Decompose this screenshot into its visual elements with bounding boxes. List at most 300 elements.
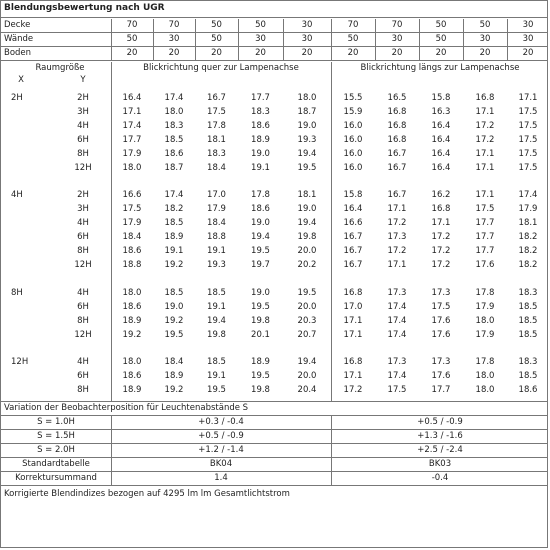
- reflectance-value: 30: [479, 34, 491, 44]
- row-divider: [1, 485, 548, 486]
- ugr-value: 16.3: [431, 107, 451, 117]
- ugr-value: 19.4: [297, 149, 317, 159]
- x-size-label: 8H: [11, 288, 23, 298]
- table-row: [1, 314, 548, 328]
- ugr-value: 17.4: [387, 330, 407, 340]
- reflectance-value: 50: [211, 20, 222, 30]
- ugr-value: 17.7: [475, 232, 495, 242]
- ugr-value: 17.4: [387, 371, 407, 381]
- ugr-value: 18.5: [518, 371, 538, 381]
- ugr-value: 17.6: [475, 260, 495, 270]
- ugr-value: 18.5: [518, 330, 538, 340]
- ugr-value: 18.0: [475, 385, 495, 395]
- ugr-value: 18.2: [164, 204, 184, 214]
- ugr-value: 19.8: [251, 316, 270, 326]
- ugr-value: 17.1: [431, 218, 451, 228]
- ugr-value: 18.4: [122, 232, 142, 242]
- y-size-label: 2H: [77, 93, 89, 103]
- ugr-value: 18.4: [207, 218, 226, 228]
- ugr-value: 18.1: [297, 190, 317, 200]
- ugr-value: 16.5: [387, 93, 407, 103]
- xy-header: [1, 74, 548, 86]
- ugr-value: 19.4: [297, 218, 317, 228]
- ugr-value: 18.8: [207, 232, 226, 242]
- y-size-label: 2H: [77, 190, 89, 200]
- column-divider: [419, 19, 420, 61]
- ugr-value: 17.8: [475, 357, 495, 367]
- ugr-value: 17.9: [475, 330, 495, 340]
- reflectance-value: 20: [255, 48, 266, 58]
- ugr-value: 17.4: [387, 316, 407, 326]
- ugr-value: 19.2: [122, 330, 142, 340]
- ugr-value: 17.5: [518, 121, 538, 131]
- reflectance-label: Decke: [4, 20, 31, 30]
- ugr-value: 17.3: [387, 357, 407, 367]
- ugr-value: 17.0: [207, 190, 226, 200]
- ugr-value: 18.3: [251, 107, 270, 117]
- ugr-value: 19.5: [251, 302, 270, 312]
- room-size-label: Raumgröße: [35, 63, 85, 73]
- ugr-value: 18.4: [207, 163, 226, 173]
- ugr-value: 18.7: [297, 107, 317, 117]
- y-size-label: 4H: [77, 218, 89, 228]
- ugr-value: 16.8: [387, 107, 407, 117]
- ugr-value: 17.4: [122, 121, 142, 131]
- variation-row: [1, 430, 548, 443]
- y-size-label: 12H: [74, 330, 92, 340]
- reflectance-value: 20: [301, 48, 313, 58]
- reflectance-value: 20: [168, 48, 180, 58]
- spacing-label: S = 1.0H: [37, 417, 75, 427]
- ugr-value: 17.6: [431, 371, 451, 381]
- reflectance-value: 70: [347, 20, 359, 30]
- table-row: [1, 244, 548, 258]
- ugr-value: 20.2: [297, 260, 317, 270]
- ugr-value: 16.4: [122, 93, 142, 103]
- ugr-value: 19.1: [207, 371, 226, 381]
- ugr-value: 16.8: [387, 121, 407, 131]
- ugr-value: 19.0: [251, 288, 270, 298]
- ugr-value: 17.3: [431, 357, 451, 367]
- ugr-value: 19.0: [297, 121, 317, 131]
- ugr-value: 16.8: [343, 357, 363, 367]
- ugr-value: 19.0: [164, 302, 184, 312]
- ugr-value: 18.5: [164, 135, 184, 145]
- reflectance-value: 30: [301, 34, 313, 44]
- ugr-value: 19.8: [297, 232, 317, 242]
- ugr-value: 18.0: [122, 288, 142, 298]
- ugr-value: 18.9: [164, 371, 184, 381]
- correction-row: [1, 472, 548, 485]
- row-divider: [1, 401, 548, 402]
- standard-label: Standardtabelle: [22, 459, 90, 469]
- table-row: [1, 188, 548, 202]
- ugr-value: 16.0: [343, 149, 363, 159]
- standard-laengs: BK03: [428, 459, 452, 469]
- reflectance-value: 30: [522, 20, 534, 30]
- ugr-value: 18.5: [207, 288, 226, 298]
- ugr-value: 16.4: [343, 204, 363, 214]
- reflectance-value: 20: [347, 48, 359, 58]
- variation-laengs: +1.3 / -1.6: [417, 431, 463, 441]
- ugr-value: 16.0: [343, 121, 363, 131]
- reflectance-value: 70: [126, 20, 138, 30]
- ugr-value: 17.2: [387, 246, 407, 256]
- laengs-header: Blickrichtung längs zur Lampenachse: [360, 63, 520, 73]
- row-divider: [1, 46, 548, 47]
- ugr-value: 18.9: [122, 316, 142, 326]
- reflectance-row: [1, 47, 548, 60]
- ugr-value: 17.7: [251, 93, 270, 103]
- ugr-value: 17.5: [122, 204, 142, 214]
- ugr-value: 19.5: [251, 371, 270, 381]
- ugr-value: 19.8: [251, 385, 270, 395]
- row-divider: [1, 471, 548, 472]
- ugr-value: 18.9: [251, 135, 270, 145]
- correction-quer: 1.4: [214, 473, 228, 483]
- row-divider: [1, 32, 548, 33]
- table-row: [1, 258, 548, 272]
- ugr-value: 18.7: [164, 163, 184, 173]
- variation-quer: +1.2 / -1.4: [198, 445, 244, 455]
- ugr-value: 17.9: [207, 204, 226, 214]
- reflectance-label: Wände: [4, 34, 34, 44]
- reflectance-value: 20: [211, 48, 222, 58]
- ugr-value: 16.4: [431, 163, 451, 173]
- ugr-value: 17.7: [431, 385, 451, 395]
- ugr-value: 18.9: [122, 385, 142, 395]
- reflectance-row: [1, 19, 548, 32]
- reflectance-value: 50: [435, 20, 447, 30]
- ugr-value: 18.6: [122, 302, 142, 312]
- ugr-value: 17.7: [122, 135, 142, 145]
- ugr-value: 18.3: [518, 288, 538, 298]
- ugr-value: 18.0: [475, 316, 495, 326]
- ugr-value: 20.0: [297, 371, 317, 381]
- row-divider: [1, 457, 548, 458]
- ugr-value: 18.2: [518, 260, 538, 270]
- column-divider: [111, 416, 112, 485]
- reflectance-value: 50: [479, 20, 491, 30]
- y-size-label: 3H: [77, 204, 89, 214]
- ugr-value: 16.7: [387, 163, 407, 173]
- ugr-value: 17.5: [518, 163, 538, 173]
- reflectance-value: 50: [126, 34, 138, 44]
- ugr-value: 16.8: [387, 135, 407, 145]
- ugr-value: 19.3: [207, 260, 226, 270]
- y-size-label: 4H: [77, 288, 89, 298]
- ugr-value: 19.5: [251, 246, 270, 256]
- variation-row: [1, 444, 548, 457]
- variation-quer: +0.3 / -0.4: [198, 417, 244, 427]
- y-size-label: 3H: [77, 107, 89, 117]
- ugr-value: 16.8: [431, 204, 451, 214]
- ugr-value: 20.3: [297, 316, 317, 326]
- ugr-value: 17.9: [475, 302, 495, 312]
- ugr-value: 17.5: [475, 204, 495, 214]
- ugr-value: 19.2: [164, 260, 184, 270]
- y-size-label: 4H: [77, 121, 89, 131]
- ugr-value: 17.4: [518, 190, 538, 200]
- variation-laengs: +0.5 / -0.9: [417, 417, 463, 427]
- ugr-value: 19.0: [251, 149, 270, 159]
- ugr-value: 17.3: [387, 288, 407, 298]
- ugr-value: 17.9: [122, 149, 142, 159]
- ugr-value: 19.3: [297, 135, 317, 145]
- ugr-value: 18.0: [297, 93, 317, 103]
- ugr-value: 19.1: [164, 246, 184, 256]
- ugr-value: 20.4: [297, 385, 317, 395]
- ugr-value: 18.6: [122, 246, 142, 256]
- ugr-value: 18.5: [164, 288, 184, 298]
- row-divider: [1, 60, 548, 61]
- ugr-value: 18.6: [251, 204, 270, 214]
- ugr-value: 17.1: [475, 190, 495, 200]
- reflectance-value: 20: [126, 48, 138, 58]
- ugr-value: 19.5: [297, 163, 317, 173]
- column-divider: [331, 19, 332, 61]
- ugr-value: 16.4: [431, 121, 451, 131]
- ugr-value: 18.0: [164, 107, 184, 117]
- table-row: [1, 328, 548, 342]
- column-divider: [331, 416, 332, 485]
- column-divider: [331, 62, 332, 401]
- reflectance-value: 20: [435, 48, 447, 58]
- ugr-value: 18.0: [122, 357, 142, 367]
- ugr-value: 18.0: [475, 371, 495, 381]
- column-divider: [195, 19, 196, 61]
- ugr-value: 19.2: [164, 316, 184, 326]
- ugr-value: 17.2: [431, 232, 451, 242]
- y-size-label: 8H: [77, 246, 89, 256]
- ugr-value: 17.1: [343, 371, 363, 381]
- ugr-value: 16.7: [387, 149, 407, 159]
- standard-row: [1, 458, 548, 471]
- ugr-value: 18.6: [122, 371, 142, 381]
- ugr-value: 17.5: [387, 385, 407, 395]
- ugr-value: 17.2: [387, 218, 407, 228]
- ugr-value: 19.4: [297, 357, 317, 367]
- ugr-value: 17.3: [387, 232, 407, 242]
- ugr-value: 15.8: [343, 190, 363, 200]
- ugr-value: 17.8: [207, 121, 226, 131]
- ugr-value: 17.1: [343, 330, 363, 340]
- reflectance-value: 20: [391, 48, 403, 58]
- ugr-value: 17.5: [207, 107, 226, 117]
- variation-title-row: [1, 402, 548, 415]
- ugr-value: 17.1: [475, 107, 495, 117]
- ugr-value: 19.1: [207, 302, 226, 312]
- standard-quer: BK04: [209, 459, 233, 469]
- ugr-value: 17.2: [475, 135, 495, 145]
- ugr-value: 17.1: [475, 163, 495, 173]
- ugr-value: 16.6: [343, 218, 363, 228]
- ugr-value: 17.5: [518, 107, 538, 117]
- table-row: [1, 300, 548, 314]
- table-row: [1, 355, 548, 369]
- ugr-value: 18.5: [518, 302, 538, 312]
- column-divider: [283, 19, 284, 61]
- y-size-label: 8H: [77, 385, 89, 395]
- ugr-value: 20.0: [297, 246, 317, 256]
- ugr-value: 17.5: [431, 302, 451, 312]
- x-size-label: 4H: [11, 190, 23, 200]
- reflectance-value: 30: [391, 34, 403, 44]
- table-row: [1, 369, 548, 383]
- correction-laengs: -0.4: [431, 473, 449, 483]
- room-size-header: [1, 62, 548, 74]
- row-divider: [1, 415, 548, 416]
- ugr-value: 17.2: [343, 385, 363, 395]
- ugr-value: 19.0: [251, 218, 270, 228]
- ugr-value: 18.6: [164, 149, 184, 159]
- column-divider: [463, 19, 464, 61]
- ugr-value: 18.5: [207, 357, 226, 367]
- ugr-value: 16.7: [207, 93, 226, 103]
- column-divider: [153, 19, 154, 61]
- ugr-value: 17.7: [475, 246, 495, 256]
- x-size-label: 2H: [11, 93, 23, 103]
- table-row: [1, 286, 548, 300]
- y-size-label: 6H: [77, 371, 89, 381]
- ugr-value: 17.9: [122, 218, 142, 228]
- reflectance-value: 50: [347, 34, 359, 44]
- column-divider: [507, 19, 508, 61]
- reflectance-value: 30: [301, 20, 313, 30]
- ugr-value: 17.6: [431, 330, 451, 340]
- ugr-value: 18.1: [518, 218, 538, 228]
- table-row: [1, 133, 548, 147]
- ugr-value: 17.5: [518, 135, 538, 145]
- ugr-value: 15.5: [343, 93, 363, 103]
- ugr-value: 17.8: [475, 288, 495, 298]
- column-divider: [111, 19, 112, 61]
- table-row: [1, 91, 548, 105]
- reflectance-value: 30: [522, 34, 534, 44]
- ugr-value: 17.0: [343, 302, 363, 312]
- variation-quer: +0.5 / -0.9: [198, 431, 244, 441]
- ugr-value: 16.7: [343, 246, 363, 256]
- reflectance-value: 50: [435, 34, 447, 44]
- reflectance-value: 70: [391, 20, 403, 30]
- y-size-label: 6H: [77, 302, 89, 312]
- ugr-value: 15.8: [431, 93, 451, 103]
- ugr-value: 16.4: [431, 149, 451, 159]
- ugr-value: 17.4: [164, 93, 184, 103]
- ugr-value: 18.4: [164, 357, 184, 367]
- quer-header: Blickrichtung quer zur Lampenachse: [143, 63, 299, 73]
- table-row: [1, 161, 548, 175]
- ugr-value: 17.1: [475, 149, 495, 159]
- ugr-value: 18.6: [251, 121, 270, 131]
- ugr-value: 19.7: [251, 260, 270, 270]
- ugr-value: 18.9: [164, 232, 184, 242]
- x-header: X: [18, 75, 24, 85]
- ugr-value: 18.0: [122, 163, 142, 173]
- ugr-value: 20.1: [251, 330, 270, 340]
- ugr-value: 19.5: [164, 330, 184, 340]
- reflectance-row: [1, 33, 548, 46]
- ugr-value: 18.2: [518, 232, 538, 242]
- ugr-value: 20.0: [297, 302, 317, 312]
- ugr-value: 18.2: [518, 246, 538, 256]
- y-header: Y: [80, 75, 86, 85]
- y-size-label: 4H: [77, 357, 89, 367]
- table-row: [1, 119, 548, 133]
- ugr-value: 18.3: [518, 357, 538, 367]
- ugr-value: 18.3: [164, 121, 184, 131]
- ugr-value: 17.8: [251, 190, 270, 200]
- reflectance-value: 70: [168, 20, 180, 30]
- ugr-value: 15.9: [343, 107, 363, 117]
- table-row: [1, 383, 548, 397]
- reflectance-value: 30: [168, 34, 180, 44]
- table-row: [1, 147, 548, 161]
- ugr-value: 18.3: [207, 149, 226, 159]
- y-size-label: 8H: [77, 149, 89, 159]
- ugr-value: 19.5: [207, 385, 226, 395]
- ugr-value: 16.7: [343, 260, 363, 270]
- ugr-value: 17.9: [518, 204, 538, 214]
- ugr-value: 18.9: [251, 357, 270, 367]
- table-title: Blendungsbewertung nach UGR: [1, 1, 548, 18]
- ugr-value: 17.7: [475, 218, 495, 228]
- reflectance-value: 20: [479, 48, 491, 58]
- row-divider: [1, 443, 548, 444]
- ugr-value: 16.8: [343, 288, 363, 298]
- ugr-value: 17.1: [518, 93, 538, 103]
- ugr-value: 16.7: [343, 232, 363, 242]
- y-size-label: 8H: [77, 316, 89, 326]
- ugr-value: 16.2: [431, 190, 451, 200]
- column-divider: [111, 62, 112, 401]
- y-size-label: 12H: [74, 260, 92, 270]
- ugr-value: 16.0: [343, 163, 363, 173]
- ugr-value: 16.6: [122, 190, 142, 200]
- reflectance-value: 50: [211, 34, 222, 44]
- ugr-value: 17.5: [518, 149, 538, 159]
- ugr-value: 17.6: [431, 316, 451, 326]
- ugr-value: 17.4: [164, 190, 184, 200]
- ugr-value: 20.7: [297, 330, 317, 340]
- column-divider: [238, 19, 239, 61]
- ugr-value: 18.5: [164, 218, 184, 228]
- reflectance-value: 20: [522, 48, 534, 58]
- table-row: [1, 202, 548, 216]
- ugr-value: 19.4: [251, 232, 270, 242]
- y-size-label: 6H: [77, 232, 89, 242]
- variation-laengs: +2.5 / -2.4: [417, 445, 463, 455]
- footnote: Korrigierte Blendindizes bezogen auf 4295 lm lm Gesamtlichtstrom: [4, 489, 290, 499]
- ugr-value: 18.8: [122, 260, 142, 270]
- ugr-value: 17.2: [431, 260, 451, 270]
- variation-row: [1, 416, 548, 429]
- row-divider: [1, 429, 548, 430]
- correction-label: Korrektursummand: [15, 473, 97, 483]
- ugr-value: 19.1: [251, 163, 270, 173]
- reflectance-value: 50: [255, 20, 266, 30]
- ugr-value: 17.1: [387, 204, 407, 214]
- ugr-value: 19.4: [207, 316, 226, 326]
- y-size-label: 12H: [74, 163, 92, 173]
- ugr-value: 17.2: [431, 246, 451, 256]
- ugr-value: 16.7: [387, 190, 407, 200]
- ugr-value: 17.1: [387, 260, 407, 270]
- table-row: [1, 216, 548, 230]
- reflectance-label: Boden: [4, 48, 32, 58]
- table-row: [1, 230, 548, 244]
- x-size-label: 12H: [11, 357, 29, 367]
